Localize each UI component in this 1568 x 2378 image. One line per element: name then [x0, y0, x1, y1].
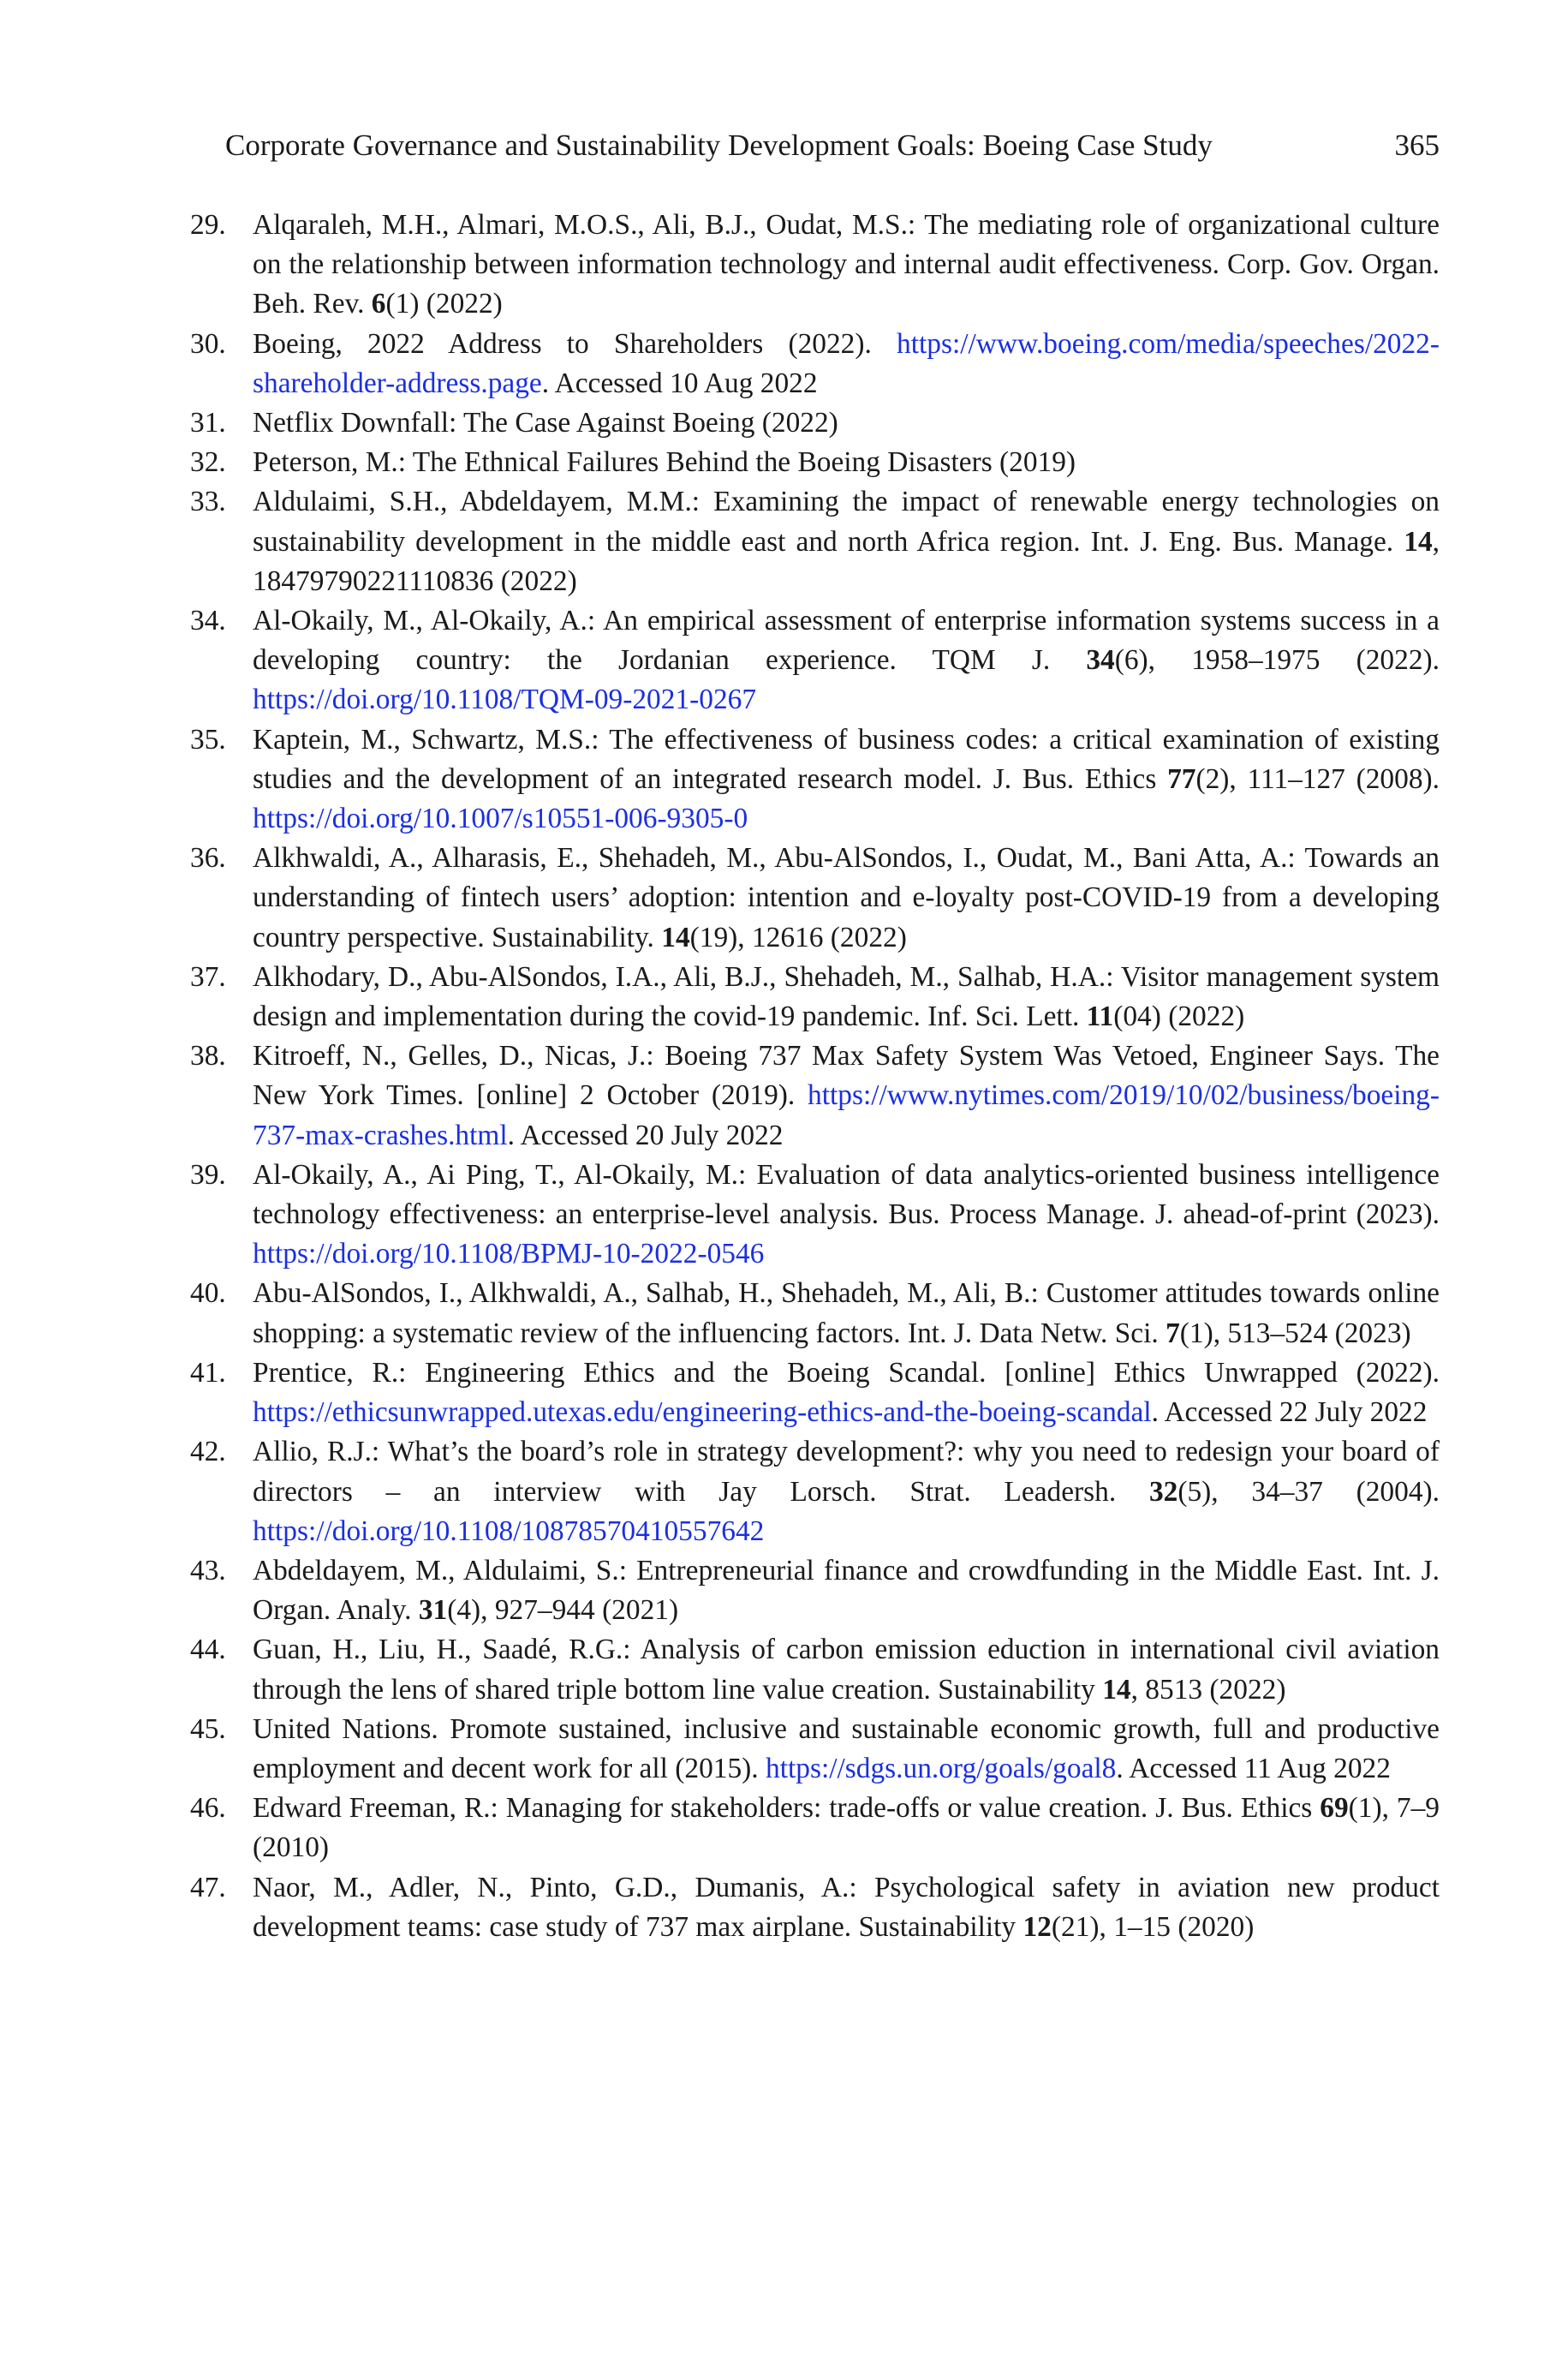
reference-link[interactable]: https://doi.org/10.1108/TQM-09-2021-0267 — [253, 684, 757, 716]
page-number: 365 — [1394, 128, 1440, 162]
reference-text: Naor, M., Adler, N., Pinto, G.D., Dumanis, A.: Psychological safety in aviation new product development teams: case study of 737 max airplane. Sustainability — [253, 1871, 1440, 1943]
reference-text: (4), 927–944 (2021) — [447, 1594, 679, 1627]
reference-number: 46. — [190, 1792, 226, 1825]
reference-text: (1), 513–524 (2023) — [1179, 1317, 1411, 1349]
reference-text: Edward Freeman, R.: Managing for stakeholders: trade-offs or value creation. J. Bus. Ethics — [253, 1792, 1321, 1825]
reference-volume: 32 — [1148, 1475, 1178, 1508]
reference-text: Al-Okaily, A., Ai Ping, T., Al-Okaily, M.: Evaluation of data analytics-oriented business intelligence technology effectiveness: an enterprise-level analysis. Bus. Process Manage. J. ahead-of-print (2023). — [253, 1158, 1440, 1231]
reference-volume: 7 — [1166, 1317, 1180, 1349]
reference-text: , 18479790221110836 (2022) — [253, 525, 1440, 597]
reference-text: Prentice, R.: Engineering Ethics and the Boeing Scandal. [online] Ethics Unwrapped (2022). — [253, 1356, 1440, 1389]
reference-number: 41. — [190, 1356, 226, 1389]
reference-text: United Nations. Promote sustained, inclusive and sustainable economic growth, full and productive employment and decent work for all (2015). — [253, 1712, 1440, 1784]
reference-text: Peterson, M.: The Ethnical Failures Behind the Boeing Disasters (2019) — [253, 446, 1076, 479]
reference-number: 38. — [190, 1040, 226, 1072]
reference-item — [190, 443, 1440, 482]
reference-number: 29. — [190, 209, 226, 241]
reference-text: Kaptein, M., Schwartz, M.S.: The effectiveness of business codes: a critical examination of existing studies and the development of an integrated research model. J. Bus. Ethics — [253, 723, 1440, 795]
reference-item — [190, 1156, 1440, 1275]
reference-number: 42. — [190, 1436, 226, 1468]
reference-text: , 8513 (2022) — [1130, 1673, 1286, 1706]
reference-volume: 69 — [1320, 1792, 1349, 1825]
reference-item — [190, 601, 1440, 720]
reference-number: 44. — [190, 1634, 226, 1666]
reference-link[interactable]: https://doi.org/10.1108/10878570410557642 — [253, 1515, 765, 1547]
reference-item — [190, 839, 1440, 958]
reference-volume: 14 — [661, 921, 690, 953]
reference-text: Abu-AlSondos, I., Alkhwaldi, A., Salhab, H., Shehadeh, M., Ali, B.: Customer attitudes towards online shopping: a systematic review of the influencing factors. Int. J. Data Netw. Sci. — [253, 1277, 1440, 1349]
reference-item — [190, 482, 1440, 601]
reference-number: 47. — [190, 1871, 226, 1903]
reference-item — [190, 1353, 1440, 1432]
reference-text: . Accessed 22 July 2022 — [1151, 1396, 1428, 1429]
reference-number: 40. — [190, 1277, 226, 1310]
reference-volume: 12 — [1022, 1910, 1052, 1943]
reference-text: Aldulaimi, S.H., Abdeldayem, M.M.: Examining the impact of renewable energy technologies on sustainability development in the middle east and north Africa region. Int. J. Eng. Bus. Manage. — [253, 486, 1440, 558]
reference-item — [190, 1710, 1440, 1789]
page-header — [225, 125, 1440, 166]
reference-item — [190, 1274, 1440, 1353]
reference-number: 39. — [190, 1158, 226, 1191]
reference-text: (19), 12616 (2022) — [689, 921, 907, 953]
reference-number: 45. — [190, 1712, 226, 1745]
reference-number: 33. — [190, 486, 226, 518]
reference-text: Abdeldayem, M., Aldulaimi, S.: Entrepreneurial finance and crowdfunding in the Middle East. Int. J. Organ. Analy. — [253, 1554, 1440, 1627]
reference-text: (5), 34–37 (2004). — [1177, 1475, 1440, 1508]
reference-text: (04) (2022) — [1113, 1001, 1245, 1033]
reference-item — [190, 1630, 1440, 1709]
reference-volume: 77 — [1167, 762, 1196, 795]
reference-item — [190, 403, 1440, 443]
reference-link[interactable]: https://ethicsunwrapped.utexas.edu/engineering-ethics-and-the-boeing-scandal — [253, 1396, 1152, 1429]
reference-volume: 14 — [1102, 1673, 1131, 1706]
reference-text: (1) (2022) — [385, 288, 503, 320]
reference-item — [190, 1432, 1440, 1551]
reference-number: 36. — [190, 842, 226, 875]
reference-text: Alqaraleh, M.H., Almari, M.O.S., Ali, B.J., Oudat, M.S.: The mediating role of organizational culture on the relationship between information technology and internal audit effectiveness. Corp. Gov. Organ. Beh. Rev. — [253, 209, 1440, 320]
reference-number: 31. — [190, 407, 226, 439]
reference-number: 32. — [190, 446, 226, 479]
reference-text: Alkhodary, D., Abu-AlSondos, I.A., Ali, B.J., Shehadeh, M., Salhab, H.A.: Visitor management system design and implementation during the covid-19 pandemic. Inf. Sci. Lett. — [253, 960, 1440, 1033]
reference-text: Kitroeff, N., Gelles, D., Nicas, J.: Boeing 737 Max Safety System Was Vetoed, Engineer Says. The New York Times. [online] 2 October (2019). — [253, 1040, 1440, 1112]
reference-text: (6), 1958–1975 (2022). — [1114, 644, 1440, 677]
reference-link[interactable]: https://doi.org/10.1108/BPMJ-10-2022-0546 — [253, 1238, 765, 1270]
reference-text: (1), 7–9 (2010) — [253, 1792, 1440, 1864]
reference-number: 35. — [190, 723, 226, 756]
reference-number: 30. — [190, 327, 226, 360]
reference-volume: 14 — [1404, 525, 1433, 558]
reference-volume: 11 — [1086, 1001, 1114, 1033]
reference-text: Allio, R.J.: What’s the board’s role in strategy development?: why you need to redesign your board of directors – an interview with Jay Lorsch. Strat. Leadersh. — [253, 1436, 1440, 1508]
reference-text: (2), 111–127 (2008). — [1195, 762, 1440, 795]
reference-volume: 6 — [371, 288, 386, 320]
reference-link[interactable]: https://www.nytimes.com/2019/10/02/business/boeing-737-max-crashes.html — [253, 1079, 1440, 1151]
reference-item — [190, 1551, 1440, 1630]
reference-text: Alkhwaldi, A., Alharasis, E., Shehadeh, M., Abu-AlSondos, I., Oudat, M., Bani Atta, A.: Towards an understanding of fintech users’ adoption: intention and e-loyalty post-COVID-19 from a developing country perspective. Sustainability. — [253, 842, 1440, 953]
reference-number: 43. — [190, 1554, 226, 1586]
reference-item — [190, 1868, 1440, 1947]
reference-volume: 34 — [1086, 644, 1115, 677]
reference-number: 34. — [190, 605, 226, 637]
reference-text: (21), 1–15 (2020) — [1051, 1910, 1255, 1943]
reference-link[interactable]: https://doi.org/10.1007/s10551-006-9305-0 — [253, 803, 748, 835]
reference-text: Al-Okaily, M., Al-Okaily, A.: An empirical assessment of enterprise information systems success in a developing country: the Jordanian experience. TQM J. — [253, 605, 1440, 677]
reference-text: . Accessed 20 July 2022 — [507, 1119, 784, 1151]
reference-item — [190, 720, 1440, 839]
reference-link[interactable]: https://www.boeing.com/media/speeches/2022-shareholder-address.page — [253, 327, 1440, 399]
reference-text: Boeing, 2022 Address to Shareholders (2022). — [253, 327, 897, 360]
reference-link[interactable]: https://sdgs.un.org/goals/goal8 — [766, 1752, 1117, 1784]
reference-text: . Accessed 10 Aug 2022 — [541, 367, 818, 399]
reference-item — [190, 325, 1440, 403]
reference-text: Netflix Downfall: The Case Against Boeing (2022) — [253, 407, 838, 439]
reference-item — [190, 958, 1440, 1037]
reference-list — [190, 206, 1440, 1947]
reference-volume: 31 — [418, 1594, 448, 1627]
reference-text: . Accessed 11 Aug 2022 — [1116, 1752, 1391, 1784]
reference-text: Guan, H., Liu, H., Saadé, R.G.: Analysis of carbon emission eduction in international civil aviation through the lens of shared triple bottom line value creation. Sustainability — [253, 1634, 1440, 1706]
reference-item — [190, 1789, 1440, 1867]
running-title: Corporate Governance and Sustainability Development Goals: Boeing Case Study — [225, 128, 1213, 162]
reference-item — [190, 1037, 1440, 1156]
reference-number: 37. — [190, 960, 226, 993]
reference-item — [190, 206, 1440, 325]
